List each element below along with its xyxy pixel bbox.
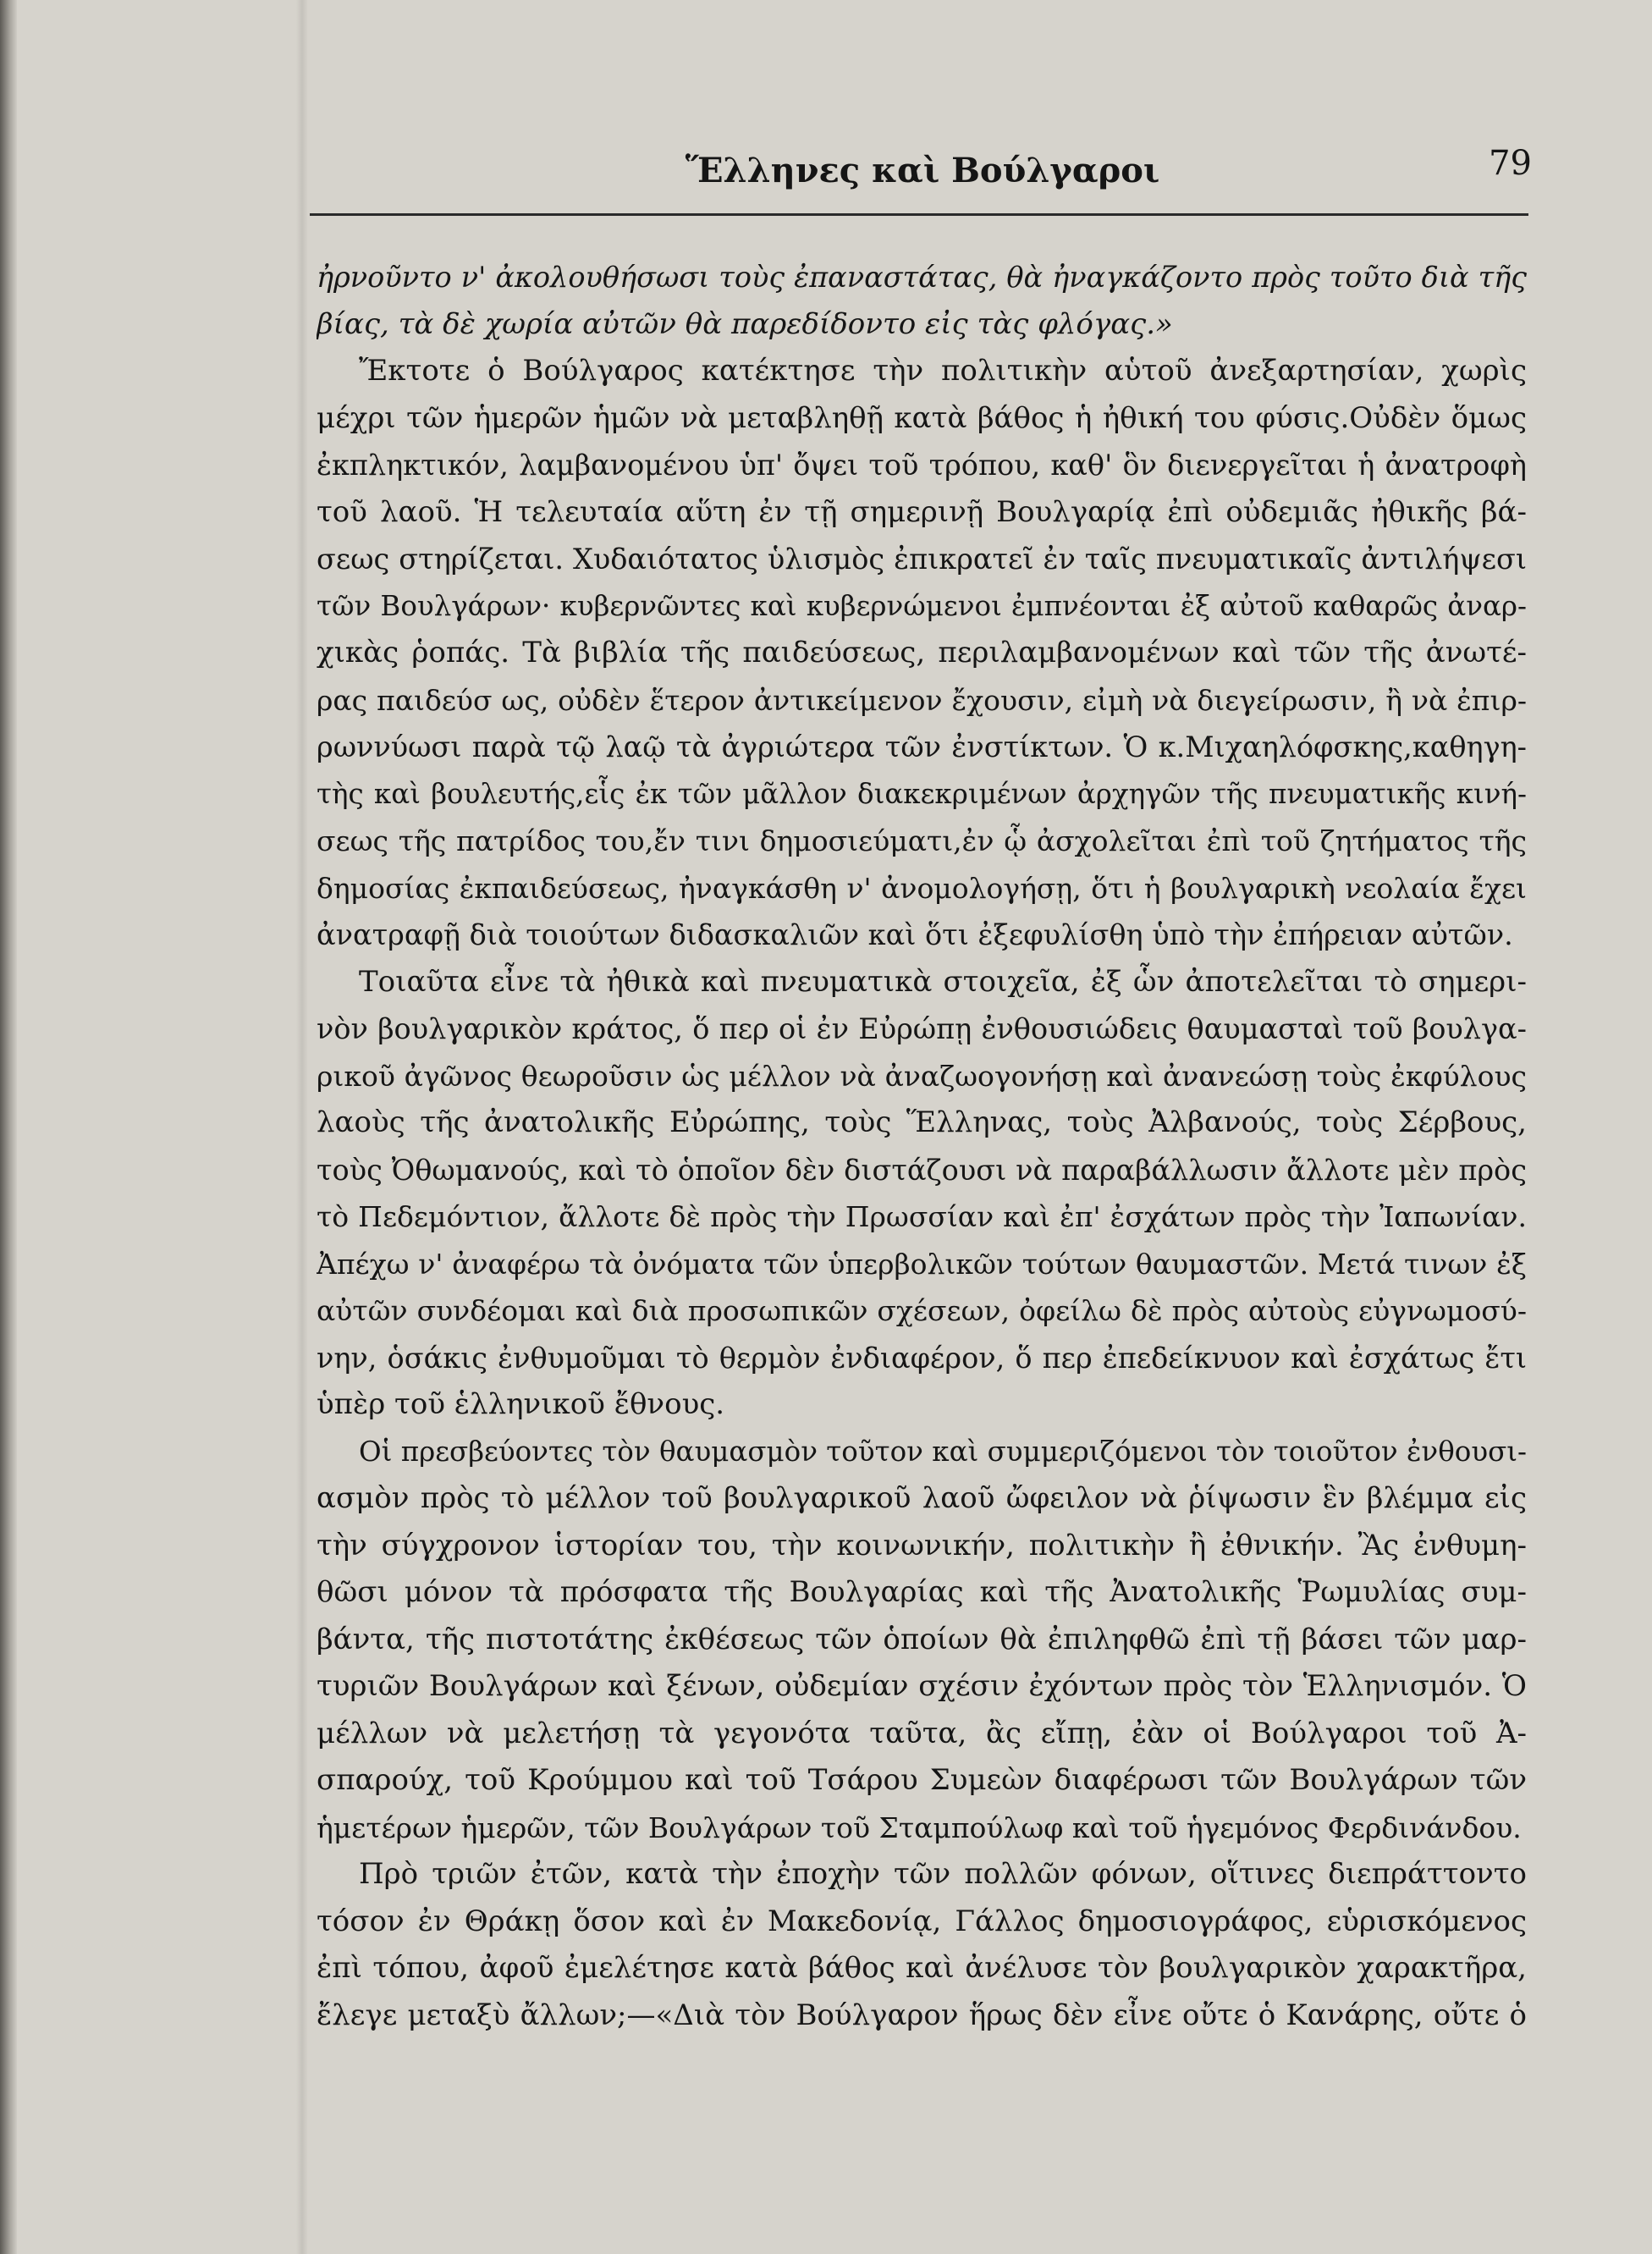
text-line: θῶσι μόνον τὰ πρόσφατα τῆς Βουλγαρίας καὶ τῆς Ἀνατολικῆς Ῥωμυλίας συμ- xyxy=(317,1575,1527,1609)
text-line: τυριῶν Βουλγάρων καὶ ξένων, οὐδεμίαν σχέσιν ἐχόντων πρὸς τὸν Ἑλληνισμόν. Ὁ xyxy=(317,1669,1527,1703)
text-line: ἔλεγε μεταξὺ ἄλλων;—«Διὰ τὸν Βούλγαρον ἥρως δὲν εἶνε οὔτε ὁ Κανάρης, οὔτε ὁ xyxy=(317,1998,1527,2032)
text-line: τοὺς Ὀθωμανούς, καὶ τὸ ὁποῖον δὲν διστάζουσι νὰ παραβάλλωσιν ἄλλοτε μὲν πρὸς xyxy=(317,1153,1527,1187)
text-line: σεως τῆς πατρίδος του,ἔν τινι δημοσιεύματι,ἐν ᾧ ἀσχολεῖται ἐπὶ τοῦ ζητήματος τῆς xyxy=(317,824,1527,857)
text-line: ασμὸν πρὸς τὸ μέλλον τοῦ βουλγαρικοῦ λαοῦ ὤφειλον νὰ ῥίψωσιν ἓν βλέμμα εἰς xyxy=(317,1481,1527,1515)
text-line: τὴν σύγχρονον ἱστορίαν του, τὴν κοινωνικήν, πολιτικὴν ἢ ἐθνικήν. Ἂς ἐνθυμη- xyxy=(317,1528,1527,1562)
text-line: Πρὸ τριῶν ἐτῶν, κατὰ τὴν ἐποχὴν τῶν πολλῶν φόνων, οἵτινες διεπράττοντο xyxy=(359,1857,1527,1891)
paragraph xyxy=(317,348,1527,959)
text-line: αὐτῶν συνδέομαι καὶ διὰ προσωπικῶν σχέσεων, ὀφείλω δὲ πρὸς αὐτοὺς εὐγνωμοσύ- xyxy=(317,1294,1527,1327)
text-line: ρωννύωσι παρὰ τῷ λαῷ τὰ ἀγριώτερα τῶν ἐνστίκτων. Ὁ κ.Μιχαηλόφσκης,καθηγη- xyxy=(317,730,1527,763)
text-line: ἀνατραφῇ διὰ τοιούτων διδασκαλιῶν καὶ ὅτι ἐξεφυλίσθη ὑπὸ τὴν ἐπήρειαν αὐτῶν. xyxy=(317,918,1513,951)
text-line: τόσον ἐν Θράκῃ ὅσον καὶ ἐν Μακεδονίᾳ, Γάλλος δημοσιογράφος, εὑρισκόμενος xyxy=(317,1904,1527,1938)
text-line: τὴς καὶ βουλευτής,εἷς ἐκ τῶν μᾶλλον διακεκριμένων ἀρχηγῶν τῆς πνευματικῆς κινή- xyxy=(317,777,1527,810)
paragraph-quote-continuation xyxy=(317,254,1527,348)
page-number: 79 xyxy=(1489,144,1532,183)
text-line: βάντα, τῆς πιστοτάτης ἐκθέσεως τῶν ὁποίων θὰ ἐπιληφθῶ ἐπὶ τῇ βάσει τῶν μαρ- xyxy=(317,1622,1527,1656)
body-text xyxy=(317,254,1527,2039)
text-line: λαοὺς τῆς ἀνατολικῆς Εὐρώπης, τοὺς Ἕλληνας, τοὺς Ἀλβανούς, τοὺς Σέρβους, xyxy=(317,1105,1527,1139)
text-line: ἠρνοῦντο ν' ἀκολουθήσωσι τοὺς ἐπαναστάτας, θὰ ἠναγκάζοντο πρὸς τοῦτο διὰ τῆς xyxy=(317,261,1527,294)
text-line: ρας παιδεύσ ως, οὐδὲν ἕτερον ἀντικείμενον ἔχουσιν, εἰμὴ νὰ διεγείρωσιν, ἢ νὰ ἐπιρ- xyxy=(317,683,1527,717)
text-line: τὸ Πεδεμόντιον, ἄλλοτε δὲ πρὸς τὴν Πρωσσίαν καὶ ἐπ' ἐσχάτων πρὸς τὴν Ἰαπωνίαν. xyxy=(317,1200,1527,1233)
scan-left-edge xyxy=(0,0,17,2254)
text-line: μέλλων νὰ μελετήσῃ τὰ γεγονότα ταῦτα, ἂς εἴπῃ, ἐὰν οἱ Βούλγαροι τοῦ Ἀ- xyxy=(317,1716,1527,1750)
paragraph xyxy=(317,1429,1527,1852)
text-line: Ἔκτοτε ὁ Βούλγαρος κατέκτησε τὴν πολιτικὴν αὑτοῦ ἀνεξαρτησίαν, χωρὶς xyxy=(359,354,1527,388)
text-line: Ἀπέχω ν' ἀναφέρω τὰ ὀνόματα τῶν ὑπερβολικῶν τούτων θαυμαστῶν. Μετά τινων ἐξ xyxy=(317,1247,1527,1281)
text-line: νὸν βουλγαρικὸν κράτος, ὅ περ οἱ ἐν Εὐρώπῃ ἐνθουσιώδεις θαυμασταὶ τοῦ βουλγα- xyxy=(317,1012,1527,1045)
running-header-title: Ἕλληνες καὶ Βούλγαροι xyxy=(685,151,1160,190)
text-line: Οἱ πρεσβεύοντες τὸν θαυμασμὸν τοῦτον καὶ συμμεριζόμενοι τὸν τοιοῦτον ἐνθουσι- xyxy=(359,1435,1527,1468)
text-line: μέχρι τῶν ἡμερῶν ἡμῶν νὰ μεταβληθῇ κατὰ βάθος ἡ ἠθική του φύσις.Οὐδὲν ὅμως xyxy=(317,400,1527,435)
text-line: ἐπὶ τόπου, ἀφοῦ ἐμελέτησε κατὰ βάθος καὶ ἀνέλυσε τὸν βουλγαρικὸν χαρακτῆρα, xyxy=(317,1951,1527,1985)
header-rule xyxy=(310,213,1528,216)
text-line: χικὰς ῥοπάς. Τὰ βιβλία τῆς παιδεύσεως, περιλαμβανομένων καὶ τῶν τῆς ἀνωτέ- xyxy=(317,636,1527,670)
text-line: Τοιαῦτα εἶνε τὰ ἠθικὰ καὶ πνευματικὰ στοιχεῖα, ἐξ ὧν ἀποτελεῖται τὸ σημερι- xyxy=(359,964,1527,999)
text-line: τοῦ λαοῦ. Ἡ τελευταία αὕτη ἐν τῇ σημερινῇ Βουλγαρίᾳ ἐπὶ οὐδεμιᾶς ἠθικῆς βά- xyxy=(317,494,1527,529)
text-line: δημοσίας ἐκπαιδεύσεως, ἠναγκάσθη ν' ἀνομολογήσῃ, ὅτι ἡ βουλγαρικὴ νεολαία ἔχει xyxy=(317,871,1527,905)
text-line: ἡμετέρων ἡμερῶν, τῶν Βουλγάρων τοῦ Σταμπούλωφ καὶ τοῦ ἡγεμόνος Φερδινάνδου. xyxy=(317,1810,1522,1844)
paragraph xyxy=(317,1851,1527,2039)
text-line: σεως στηρίζεται. Χυδαιότατος ὑλισμὸς ἐπικρατεῖ ἐν ταῖς πνευματικαῖς ἀντιλήψεσι xyxy=(317,543,1527,576)
running-header xyxy=(313,144,1532,203)
text-line: ἐκπληκτικόν, λαμβανομένου ὑπ' ὄψει τοῦ τρόπου, καθ' ὃν διενεργεῖται ἡ ἀνατροφὴ xyxy=(317,449,1527,482)
text-line: ρικοῦ ἀγῶνος θεωροῦσιν ὡς μέλλον νὰ ἀναζωογονήσῃ καὶ ἀνανεώσῃ τοὺς ἐκφύλους xyxy=(317,1059,1527,1093)
text-line: τῶν Βουλγάρων· κυβερνῶντες καὶ κυβερνώμενοι ἐμπνέονται ἐξ αὐτοῦ καθαρῶς ἀναρ- xyxy=(317,589,1527,622)
paragraph xyxy=(317,959,1527,1429)
text-line: νην, ὁσάκις ἐνθυμοῦμαι τὸ θερμὸν ἐνδιαφέρον, ὅ περ ἐπεδείκνυον καὶ ἐσχάτως ἔτι xyxy=(317,1341,1527,1375)
book-page xyxy=(305,0,1549,2254)
text-line: σπαρούχ, τοῦ Κρούμμου καὶ τοῦ Τσάρου Συμεὼν διαφέρωσι τῶν Βουλγάρων τῶν xyxy=(317,1763,1527,1797)
text-line: ὑπὲρ τοῦ ἑλληνικοῦ ἔθνους. xyxy=(317,1387,725,1421)
text-line: βίας, τὰ δὲ χωρία αὐτῶν θὰ παρεδίδοντο εἰς τὰς φλόγας.» xyxy=(317,306,1173,341)
